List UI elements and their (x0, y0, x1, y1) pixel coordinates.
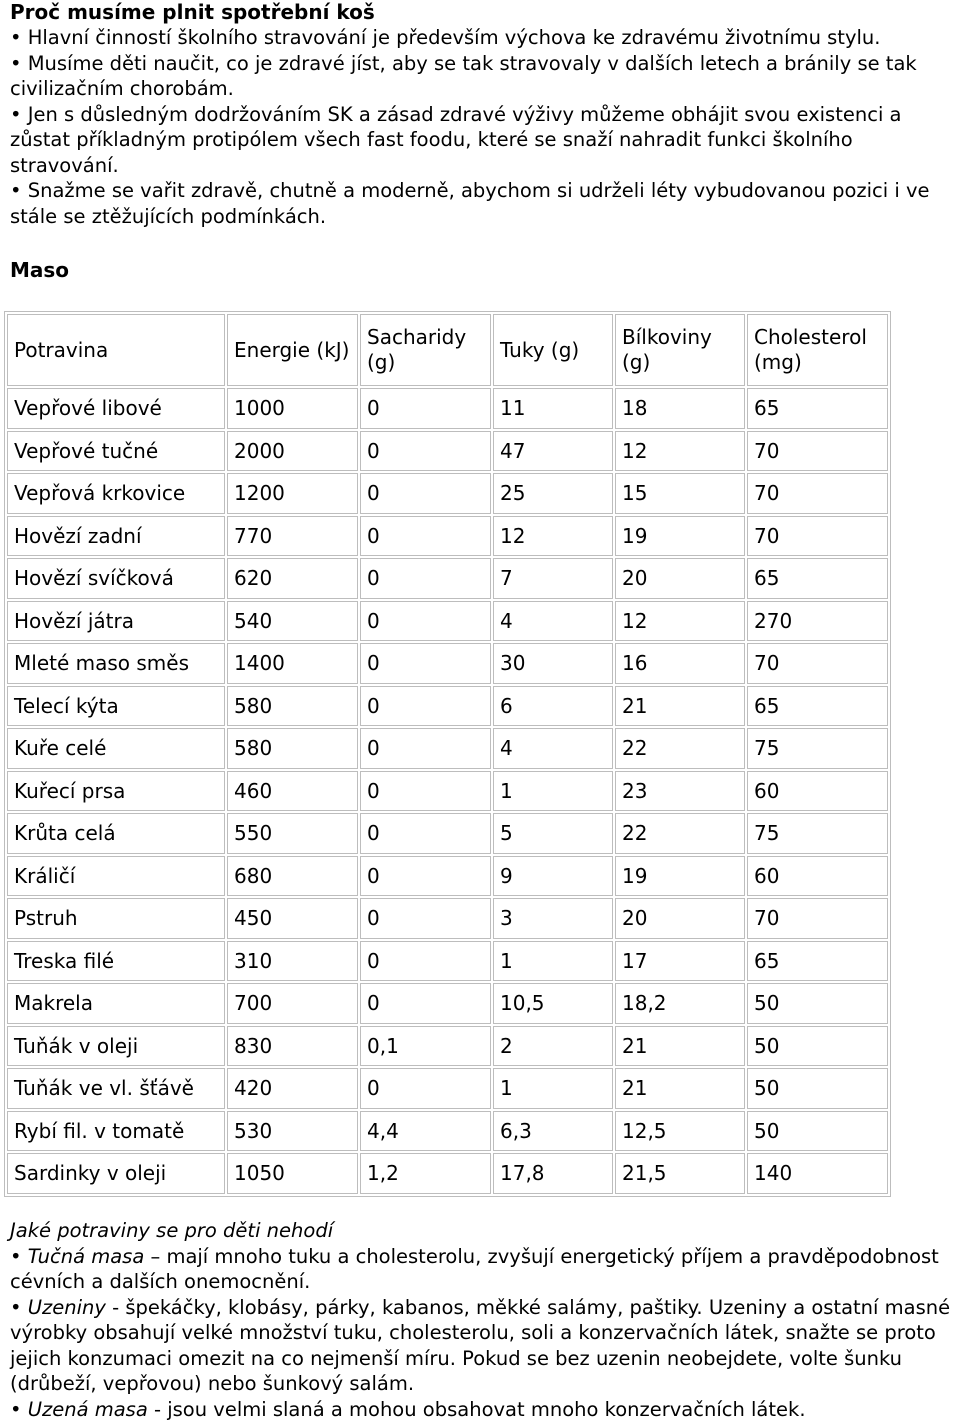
energy-cell: 680 (227, 856, 358, 897)
energy-cell: 620 (227, 558, 358, 599)
energy-cell: 830 (227, 1026, 358, 1067)
fat-cell: 1 (493, 771, 613, 812)
energy-cell: 1050 (227, 1153, 358, 1194)
cholesterol-cell: 140 (747, 1153, 888, 1194)
food-cell: Tuňák ve vl. šťávě (7, 1068, 225, 1109)
food-cell: Rybí fil. v tomatě (7, 1111, 225, 1152)
food-cell: Hovězí zadní (7, 516, 225, 557)
cholesterol-cell: 50 (747, 1026, 888, 1067)
energy-cell: 420 (227, 1068, 358, 1109)
food-cell: Tuňák v oleji (7, 1026, 225, 1067)
carbs-cell: 0 (360, 771, 491, 812)
protein-cell: 21 (615, 1068, 745, 1109)
header-energy: Energie (kJ) (227, 314, 358, 386)
food-cell: Vepřové tučné (7, 431, 225, 472)
table-row (7, 1111, 888, 1152)
intro-bullet: • Jen s důsledným dodržováním SK a zásad zdravé výživy můžeme obhájit svou existenci a zůstat příkladným protipólem všech fast foodu, které se snaží nahradit funkci školního stravování. (10, 102, 955, 179)
cholesterol-cell: 65 (747, 686, 888, 727)
table-row (7, 728, 888, 769)
carbs-cell: 1,2 (360, 1153, 491, 1194)
food-cell: Hovězí játra (7, 601, 225, 642)
unsuitable-term: Uzeniny (27, 1295, 106, 1319)
energy-cell: 550 (227, 813, 358, 854)
cholesterol-cell: 70 (747, 643, 888, 684)
protein-cell: 16 (615, 643, 745, 684)
protein-cell: 22 (615, 813, 745, 854)
food-cell: Vepřové libové (7, 388, 225, 429)
carbs-cell: 0 (360, 431, 491, 472)
table-row (7, 643, 888, 684)
protein-cell: 12 (615, 431, 745, 472)
protein-cell: 18,2 (615, 983, 745, 1024)
energy-cell: 460 (227, 771, 358, 812)
food-cell: Pstruh (7, 898, 225, 939)
intro-bullet-list (10, 25, 955, 229)
energy-cell: 700 (227, 983, 358, 1024)
protein-cell: 22 (615, 728, 745, 769)
fat-cell: 1 (493, 1068, 613, 1109)
energy-cell: 770 (227, 516, 358, 557)
food-cell: Makrela (7, 983, 225, 1024)
fat-cell: 6 (493, 686, 613, 727)
unsuitable-item (10, 1295, 958, 1397)
carbs-cell: 4,4 (360, 1111, 491, 1152)
table-row (7, 813, 888, 854)
protein-cell: 12 (615, 601, 745, 642)
energy-cell: 450 (227, 898, 358, 939)
carbs-cell: 0 (360, 983, 491, 1024)
protein-cell: 15 (615, 473, 745, 514)
fat-cell: 12 (493, 516, 613, 557)
cholesterol-cell: 65 (747, 558, 888, 599)
carbs-cell: 0 (360, 601, 491, 642)
fat-cell: 5 (493, 813, 613, 854)
fat-cell: 7 (493, 558, 613, 599)
table-row (7, 856, 888, 897)
protein-cell: 19 (615, 856, 745, 897)
table-row (7, 516, 888, 557)
food-cell: Krůta celá (7, 813, 225, 854)
table-row (7, 771, 888, 812)
cholesterol-cell: 50 (747, 983, 888, 1024)
cholesterol-cell: 70 (747, 516, 888, 557)
unsuitable-text: - jsou velmi slaná a mohou obsahovat mnoho konzervačních látek. (147, 1397, 806, 1421)
carbs-cell: 0 (360, 813, 491, 854)
energy-cell: 580 (227, 728, 358, 769)
cholesterol-cell: 70 (747, 431, 888, 472)
table-row (7, 473, 888, 514)
page-title: Proč musíme plnit spotřební koš (10, 0, 375, 24)
cholesterol-cell: 75 (747, 728, 888, 769)
unsuitable-term: Uzená masa (27, 1397, 148, 1421)
fat-cell: 6,3 (493, 1111, 613, 1152)
document-page (10, 0, 955, 1421)
fat-cell: 9 (493, 856, 613, 897)
cholesterol-cell: 270 (747, 601, 888, 642)
intro-bullet: • Hlavní činností školního stravování je především výchova ke zdravému životnímu stylu. (10, 25, 955, 51)
table-row (7, 1153, 888, 1194)
protein-cell: 19 (615, 516, 745, 557)
food-cell: Hovězí svíčková (7, 558, 225, 599)
cholesterol-cell: 50 (747, 1068, 888, 1109)
unsuitable-term: Tučná masa (27, 1244, 145, 1268)
header-food: Potravina (7, 314, 225, 386)
table-row (7, 898, 888, 939)
energy-cell: 1200 (227, 473, 358, 514)
unsuitable-text: – mají mnoho tuku a cholesterolu, zvyšují energetický příjem a pravděpodobnost cévních a dalších onemocnění. (10, 1244, 939, 1293)
header-fat: Tuky (g) (493, 314, 613, 386)
fat-cell: 3 (493, 898, 613, 939)
carbs-cell: 0 (360, 558, 491, 599)
fat-cell: 1 (493, 941, 613, 982)
table-row (7, 1026, 888, 1067)
food-cell: Treska filé (7, 941, 225, 982)
section-title: Maso (10, 258, 70, 282)
protein-cell: 23 (615, 771, 745, 812)
fat-cell: 4 (493, 601, 613, 642)
protein-cell: 20 (615, 898, 745, 939)
food-cell: Kuře celé (7, 728, 225, 769)
energy-cell: 2000 (227, 431, 358, 472)
cholesterol-cell: 50 (747, 1111, 888, 1152)
table-header-row (7, 314, 888, 386)
cholesterol-cell: 65 (747, 388, 888, 429)
table-row (7, 686, 888, 727)
unsuitable-title-text: Jaké potraviny se pro děti nehodí (10, 1219, 334, 1242)
energy-cell: 580 (227, 686, 358, 727)
carbs-cell: 0 (360, 898, 491, 939)
energy-cell: 1400 (227, 643, 358, 684)
unsuitable-item (10, 1244, 958, 1295)
cholesterol-cell: 70 (747, 473, 888, 514)
carbs-cell: 0 (360, 686, 491, 727)
table-row (7, 431, 888, 472)
cholesterol-cell: 75 (747, 813, 888, 854)
energy-cell: 310 (227, 941, 358, 982)
food-cell: Králičí (7, 856, 225, 897)
unsuitable-foods-section (10, 1218, 958, 1422)
fat-cell: 30 (493, 643, 613, 684)
nutrition-table (4, 311, 891, 1197)
unsuitable-text: - špekáčky, klobásy, párky, kabanos, měkké salámy, paštiky. Uzeniny a ostatní masné výrobky obsahují velké množství tuku, cholesterolu, soli a konzervačních látek, snažte se proto jejich konzumaci omezit na co nejmenší míru. Pokud se bez uzenin neobejdete, volte šunku (drůbeží, vepřovou) nebo šunkový salám. (10, 1295, 951, 1395)
energy-cell: 540 (227, 601, 358, 642)
protein-cell: 12,5 (615, 1111, 745, 1152)
food-cell: Telecí kýta (7, 686, 225, 727)
food-cell: Sardinky v oleji (7, 1153, 225, 1194)
protein-cell: 20 (615, 558, 745, 599)
energy-cell: 530 (227, 1111, 358, 1152)
table-row (7, 941, 888, 982)
carbs-cell: 0 (360, 388, 491, 429)
food-cell: Mleté maso směs (7, 643, 225, 684)
intro-bullet: • Snažme se vařit zdravě, chutně a moderně, abychom si udrželi léty vybudovanou pozici i ve stále se ztěžujících podmínkách. (10, 178, 955, 229)
fat-cell: 2 (493, 1026, 613, 1067)
fat-cell: 4 (493, 728, 613, 769)
fat-cell: 47 (493, 431, 613, 472)
carbs-cell: 0,1 (360, 1026, 491, 1067)
table-row (7, 983, 888, 1024)
fat-cell: 11 (493, 388, 613, 429)
carbs-cell: 0 (360, 941, 491, 982)
carbs-cell: 0 (360, 473, 491, 514)
carbs-cell: 0 (360, 643, 491, 684)
protein-cell: 18 (615, 388, 745, 429)
carbs-cell: 0 (360, 728, 491, 769)
protein-cell: 17 (615, 941, 745, 982)
fat-cell: 25 (493, 473, 613, 514)
unsuitable-title (10, 1218, 958, 1244)
cholesterol-cell: 60 (747, 856, 888, 897)
unsuitable-item (10, 1397, 958, 1423)
header-protein: Bílkoviny (g) (615, 314, 745, 386)
table-row (7, 388, 888, 429)
intro-bullet: • Musíme děti naučit, co je zdravé jíst, aby se tak stravovaly v dalších letech a bránily se tak civilizačním chorobám. (10, 51, 955, 102)
header-carbs: Sacharidy (g) (360, 314, 491, 386)
table-row (7, 601, 888, 642)
food-cell: Vepřová krkovice (7, 473, 225, 514)
carbs-cell: 0 (360, 516, 491, 557)
protein-cell: 21 (615, 1026, 745, 1067)
carbs-cell: 0 (360, 1068, 491, 1109)
fat-cell: 10,5 (493, 983, 613, 1024)
table-row (7, 1068, 888, 1109)
carbs-cell: 0 (360, 856, 491, 897)
cholesterol-cell: 60 (747, 771, 888, 812)
cholesterol-cell: 65 (747, 941, 888, 982)
fat-cell: 17,8 (493, 1153, 613, 1194)
table-body (7, 388, 888, 1194)
protein-cell: 21,5 (615, 1153, 745, 1194)
energy-cell: 1000 (227, 388, 358, 429)
header-cholesterol: Cholesterol (mg) (747, 314, 888, 386)
table-row (7, 558, 888, 599)
protein-cell: 21 (615, 686, 745, 727)
food-cell: Kuřecí prsa (7, 771, 225, 812)
cholesterol-cell: 70 (747, 898, 888, 939)
